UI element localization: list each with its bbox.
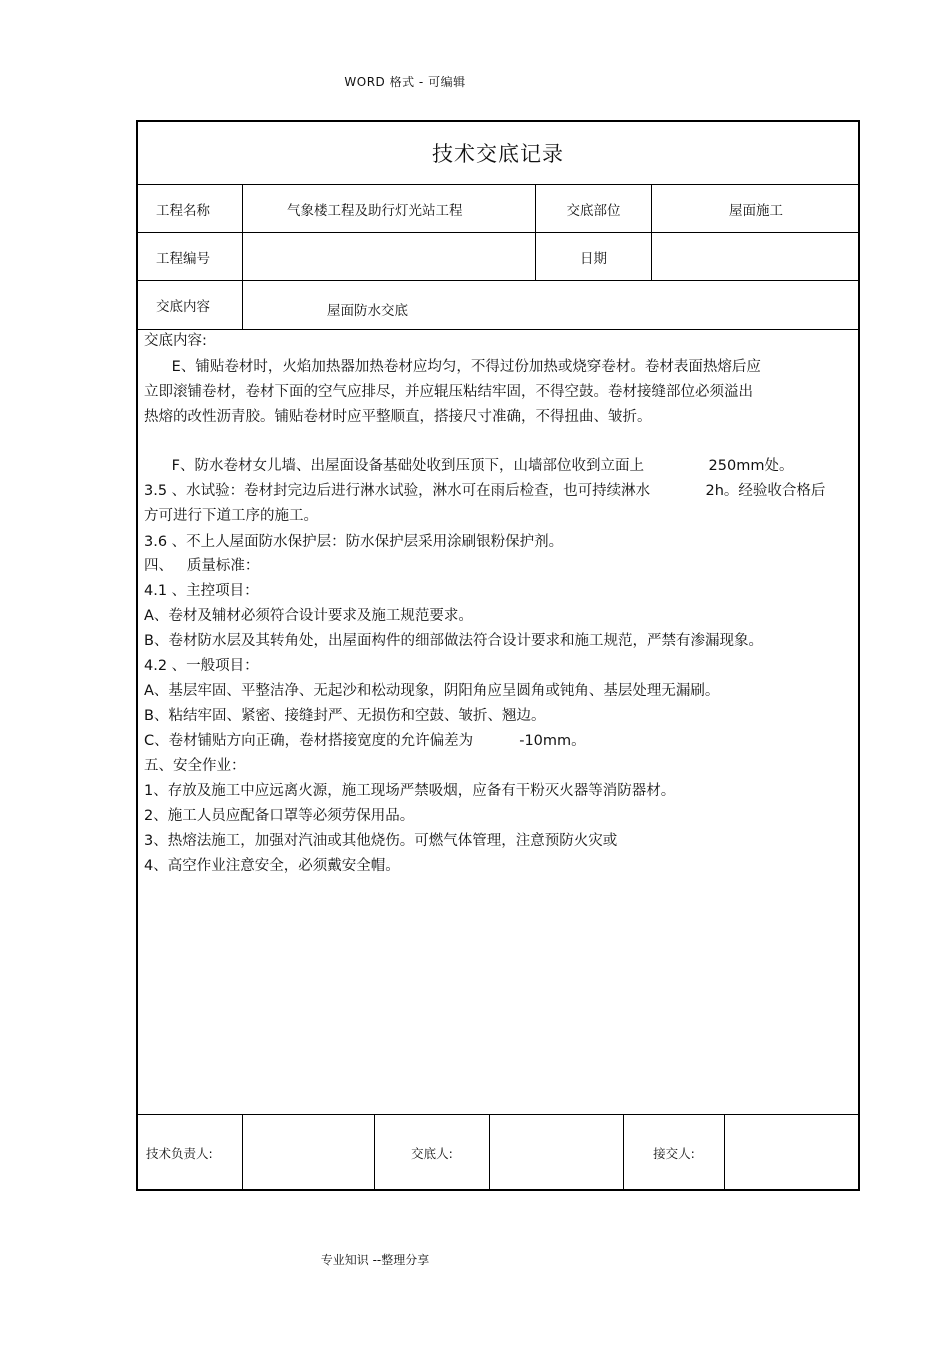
body-line: 4、高空作业注意安全，必须戴安全帽。 <box>144 858 400 874</box>
body-line: 热熔的改性沥青胶。铺贴卷材时应平整顺直，搭接尺寸准确，不得扭曲、皱折。 <box>144 409 652 425</box>
content-summary-value: 屋面防水交底 <box>242 281 860 329</box>
body-line: 2、施工人员应配备口罩等必须劳保用品。 <box>144 808 415 824</box>
body-line: 四、 质量标准： <box>144 558 260 574</box>
body-line: B、粘结牢固、紧密、接缝封严、无损伤和空鼓、皱折、翘边。 <box>144 708 546 724</box>
body-line: 3.6 、不上人屋面防水保护层：防水保护层采用涂刷银粉保护剂。 <box>144 534 564 550</box>
body-line: A、基层牢固、平整洁净、无起沙和松动现象，阴阳角应呈圆角或钝角、基层处理无漏刷。 <box>144 683 720 699</box>
body-line: 3、热熔法施工，加强对汽油或其他烧伤。可燃气体管理，注意预防火灾或 <box>144 833 618 849</box>
content-label: 交底内容 <box>156 299 210 315</box>
signature-row <box>138 1115 858 1191</box>
presenter-field[interactable] <box>489 1115 623 1191</box>
presenter-label: 交底人: <box>374 1115 489 1191</box>
date-value <box>651 233 860 280</box>
disclosure-record-form <box>136 120 860 1191</box>
receiver-field[interactable] <box>724 1115 860 1191</box>
project-number-label: 工程编号 <box>156 250 210 267</box>
body-line: 五、安全作业： <box>144 758 246 774</box>
body-line: 方可进行下道工序的施工。 <box>144 508 318 524</box>
disclosure-body <box>138 330 858 1115</box>
content-summary-row <box>138 281 858 330</box>
part-label: 交底部位 <box>535 185 651 232</box>
project-name-label: 工程名称 <box>156 202 210 219</box>
receiver-label: 接交人: <box>623 1115 724 1191</box>
project-name-value: 气象楼工程及助行灯光站工程 <box>242 185 535 232</box>
body-line: 立即滚铺卷材，卷材下面的空气应排尽，并应辊压粘结牢固，不得空鼓。卷材接缝部位必须溢出 <box>144 384 753 400</box>
project-number-row <box>138 233 858 281</box>
tech-lead-label: 技术负责人: <box>146 1146 213 1161</box>
body-line: 1、存放及施工中应远离火源，施工现场严禁吸烟，应备有干粉灭火器等消防器材。 <box>144 783 676 799</box>
project-number-value <box>242 233 535 280</box>
tech-lead-field[interactable] <box>242 1115 374 1191</box>
body-line: B、卷材防水层及其转角处，出屋面构件的细部做法符合设计要求和施工规范，严禁有渗漏现象。 <box>144 633 763 649</box>
body-line: E、铺贴卷材时，火焰加热器加热卷材应均匀，不得过份加热或烧穿卷材。卷材表面热熔后应 <box>144 359 761 375</box>
body-line: 4.1 、主控项目： <box>144 583 259 599</box>
form-title: 技术交底记录 <box>138 122 858 185</box>
project-name-row <box>138 185 858 233</box>
part-value: 屋面施工 <box>651 185 860 232</box>
body-line: 交底内容: <box>144 333 207 349</box>
date-label: 日期 <box>535 233 651 280</box>
body-line: F、防水卷材女儿墙、出屋面设备基础处收到压顶下，山墙部位收到立面上 250mm处。 <box>144 458 794 474</box>
header-note: WORD 格式 - 可编辑 <box>344 75 466 89</box>
body-line: C、卷材铺贴方向正确，卷材搭接宽度的允许偏差为 -10mm。 <box>144 733 586 749</box>
footer-note: 专业知识 --整理分享 <box>320 1253 430 1267</box>
body-line: A、卷材及辅材必须符合设计要求及施工规范要求。 <box>144 608 473 624</box>
body-line: 3.5 、水试验：卷材封完边后进行淋水试验，淋水可在雨后检查，也可持续淋水 2h。经验收合格后 <box>144 483 826 499</box>
body-line: 4.2 、一般项目： <box>144 658 259 674</box>
